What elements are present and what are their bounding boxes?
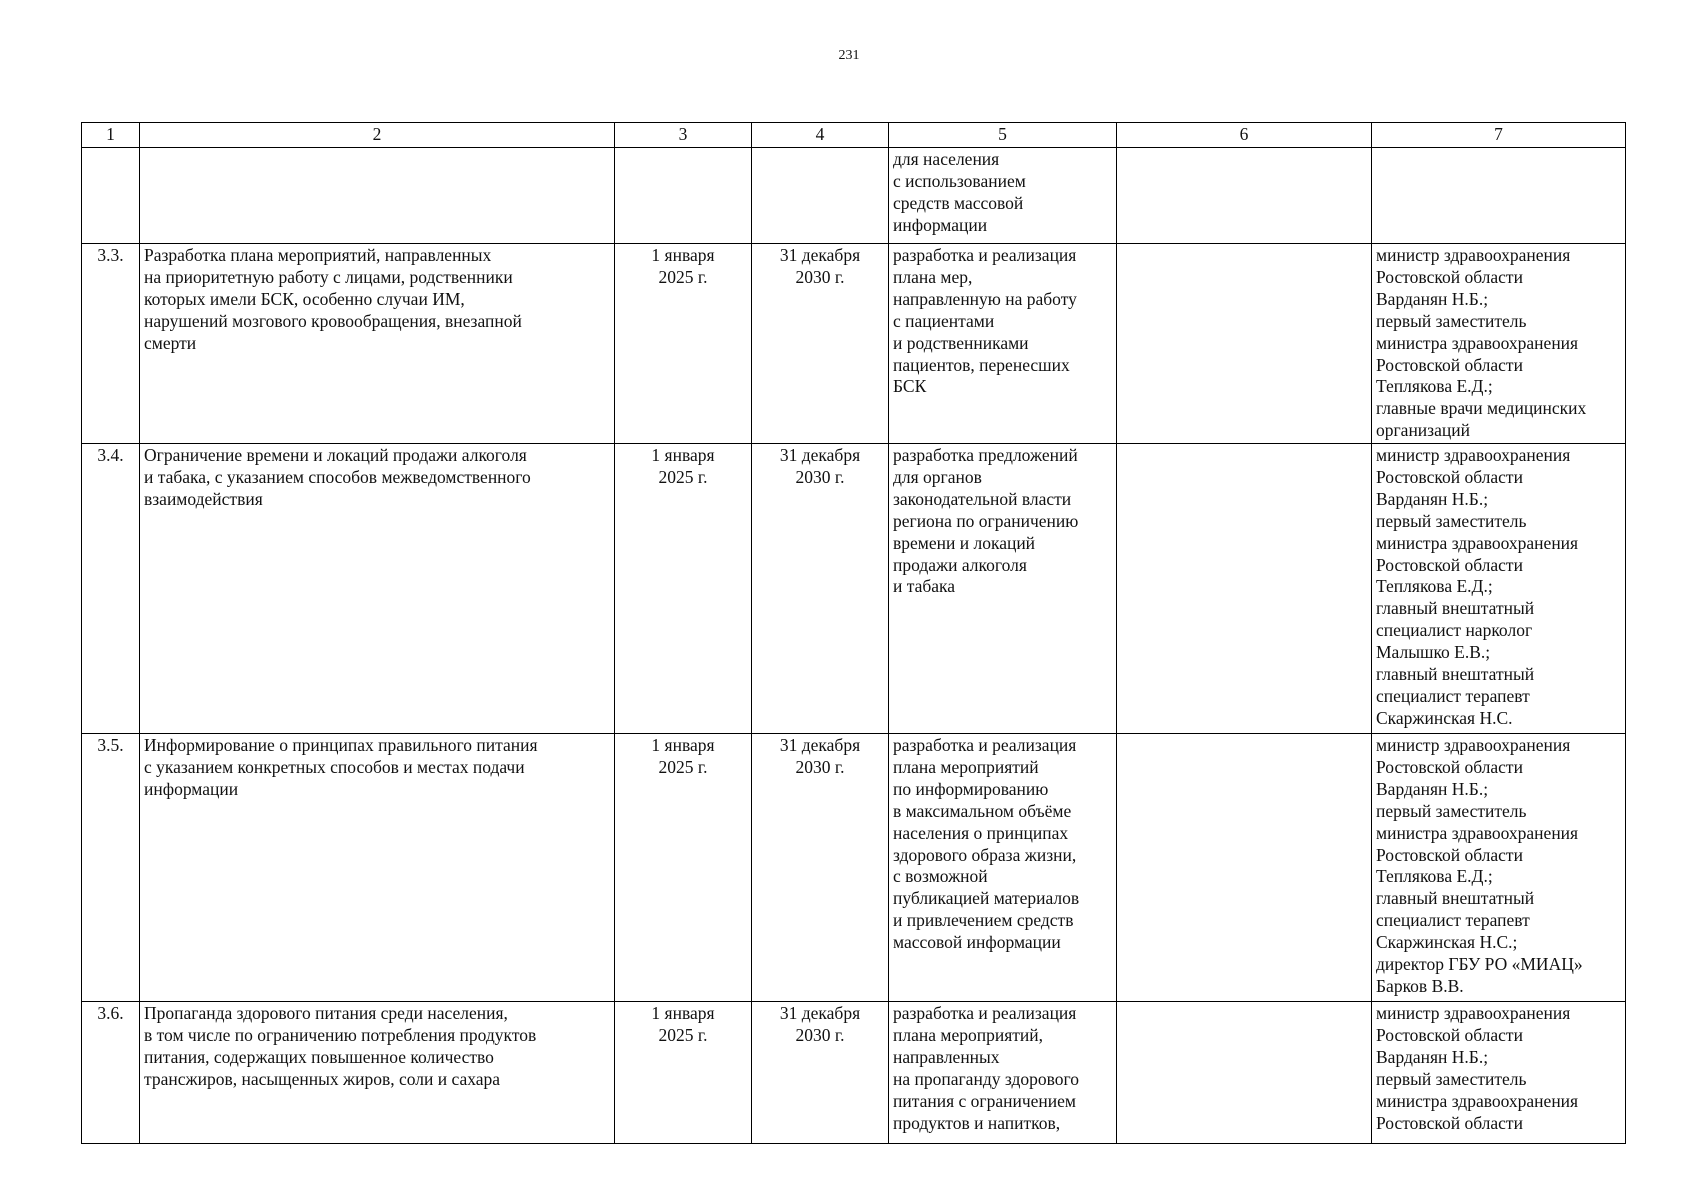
column-header-5: 5 bbox=[889, 123, 1117, 148]
plan-table bbox=[81, 122, 1626, 1144]
task-name: Разработка плана мероприятий, направленных на приоритетную работу с лицами, родственники которых имели БСК, особенно случаи ИМ, нарушений мозгового кровообращения, внезапной смерти bbox=[140, 244, 615, 444]
start-date: 1 января 2025 г. bbox=[615, 1002, 752, 1144]
responsible-persons: министр здравоохранения Ростовской области Варданян Н.Б.; первый заместитель министра здравоохранения Ростовской области Теплякова Е.Д.; главные врачи медицинских организаций bbox=[1372, 244, 1626, 444]
expected-result: для населения с использованием средств массовой информации bbox=[889, 148, 1117, 244]
table-row bbox=[82, 734, 1626, 1002]
column-header-2: 2 bbox=[140, 123, 615, 148]
header-row bbox=[82, 123, 1626, 148]
responsible-persons: министр здравоохранения Ростовской области Варданян Н.Б.; первый заместитель министра здравоохранения Ростовской области Теплякова Е.Д.; главный внештатный специалист терапевт Скаржинская Н.С.; директор ГБУ РО «МИАЦ» Барков В.В. bbox=[1372, 734, 1626, 1002]
row-number: 3.5. bbox=[82, 734, 140, 1002]
task-name bbox=[140, 148, 615, 244]
table-row bbox=[82, 1002, 1626, 1144]
table-row bbox=[82, 444, 1626, 734]
end-date bbox=[752, 148, 889, 244]
column-header-4: 4 bbox=[752, 123, 889, 148]
table-row bbox=[82, 148, 1626, 244]
expected-result: разработка предложений для органов законодательной власти региона по ограничению времени и локаций продажи алкоголя и табака bbox=[889, 444, 1117, 734]
column-6-cell bbox=[1117, 734, 1372, 1002]
expected-result: разработка и реализация плана мероприятий по информированию в максимальном объёме населения о принципах здорового образа жизни, с возможной публикацией материалов и привлечением средств массовой информации bbox=[889, 734, 1117, 1002]
row-number bbox=[82, 148, 140, 244]
column-header-3: 3 bbox=[615, 123, 752, 148]
column-header-1: 1 bbox=[82, 123, 140, 148]
row-number: 3.3. bbox=[82, 244, 140, 444]
column-6-cell bbox=[1117, 148, 1372, 244]
end-date: 31 декабря 2030 г. bbox=[752, 244, 889, 444]
task-name: Пропаганда здорового питания среди населения, в том числе по ограничению потребления продуктов питания, содержащих повышенное количество трансжиров, насыщенных жиров, соли и сахара bbox=[140, 1002, 615, 1144]
column-header-7: 7 bbox=[1372, 123, 1626, 148]
responsible-persons: министр здравоохранения Ростовской области Варданян Н.Б.; первый заместитель министра здравоохранения Ростовской области bbox=[1372, 1002, 1626, 1144]
responsible-persons: министр здравоохранения Ростовской области Варданян Н.Б.; первый заместитель министра здравоохранения Ростовской области Теплякова Е.Д.; главный внештатный специалист нарколог Малышко Е.В.; главный внештатный специалист терапевт Скаржинская Н.С. bbox=[1372, 444, 1626, 734]
column-header-6: 6 bbox=[1117, 123, 1372, 148]
row-number: 3.6. bbox=[82, 1002, 140, 1144]
expected-result: разработка и реализация плана мер, направленную на работу с пациентами и родственниками пациентов, перенесших БСК bbox=[889, 244, 1117, 444]
start-date: 1 января 2025 г. bbox=[615, 734, 752, 1002]
end-date: 31 декабря 2030 г. bbox=[752, 444, 889, 734]
end-date: 31 декабря 2030 г. bbox=[752, 1002, 889, 1144]
task-name: Ограничение времени и локаций продажи алкоголя и табака, с указанием способов межведомственного взаимодействия bbox=[140, 444, 615, 734]
start-date: 1 января 2025 г. bbox=[615, 244, 752, 444]
responsible-persons bbox=[1372, 148, 1626, 244]
end-date: 31 декабря 2030 г. bbox=[752, 734, 889, 1002]
row-number: 3.4. bbox=[82, 444, 140, 734]
page-number: 231 bbox=[838, 48, 860, 63]
start-date bbox=[615, 148, 752, 244]
expected-result: разработка и реализация плана мероприятий, направленных на пропаганду здорового питания с ограничением продуктов и напитков, bbox=[889, 1002, 1117, 1144]
start-date: 1 января 2025 г. bbox=[615, 444, 752, 734]
column-6-cell bbox=[1117, 1002, 1372, 1144]
column-6-cell bbox=[1117, 244, 1372, 444]
task-name: Информирование о принципах правильного питания с указанием конкретных способов и местах подачи информации bbox=[140, 734, 615, 1002]
column-6-cell bbox=[1117, 444, 1372, 734]
table-row bbox=[82, 244, 1626, 444]
